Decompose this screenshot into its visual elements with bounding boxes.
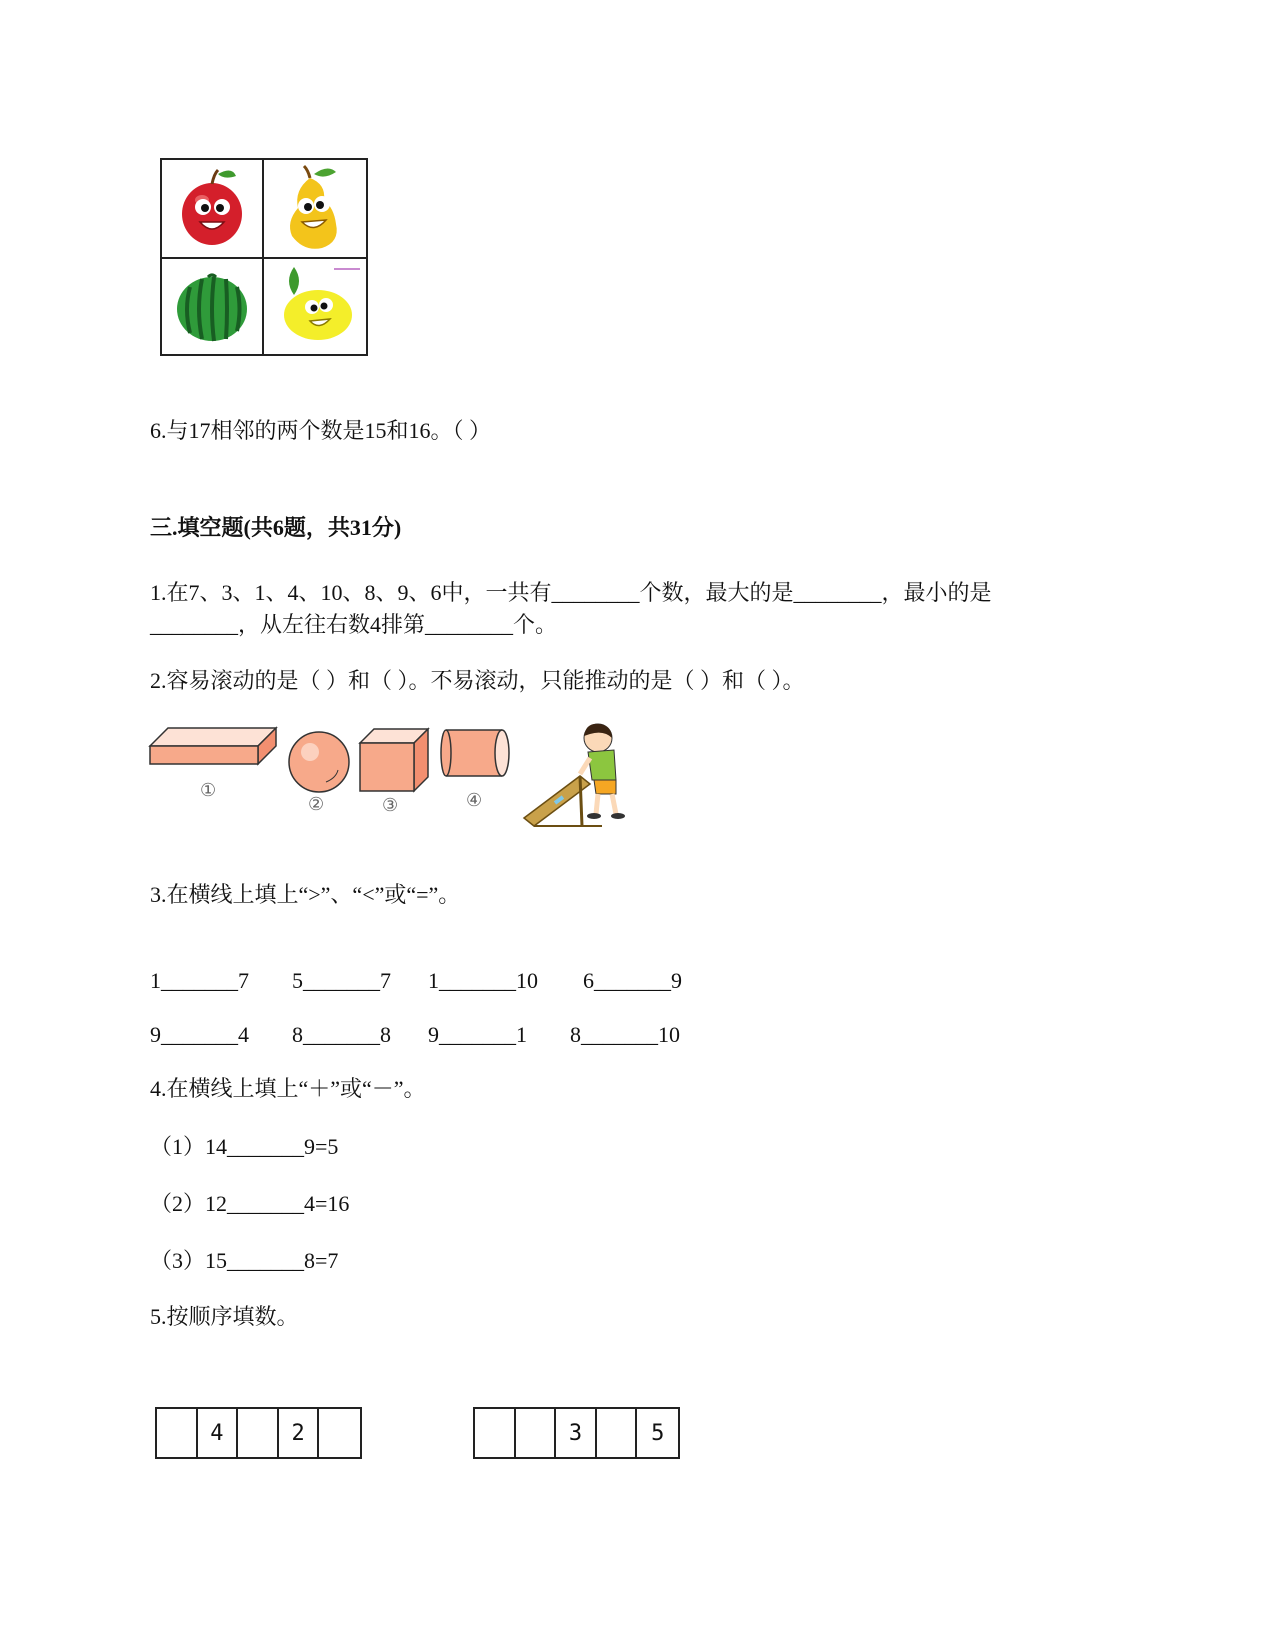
number-cell[interactable] xyxy=(238,1409,279,1457)
number-cell[interactable] xyxy=(157,1409,198,1457)
cube-shape xyxy=(358,727,430,819)
compare-item: 9_______4 xyxy=(150,1022,249,1047)
compare-item: 1_______7 xyxy=(150,968,249,993)
question-5-text: 5.按顺序填数。 xyxy=(150,1304,299,1329)
compare-item: 6_______9 xyxy=(583,968,682,993)
question-6-text: 6.与17相邻的两个数是15和16。（ ） xyxy=(150,418,492,443)
number-cell[interactable]: 4 xyxy=(198,1409,239,1457)
compare-item: 8_______10 xyxy=(570,1022,680,1047)
cylinder-shape xyxy=(440,728,512,818)
boy-pushing-ramp-illustration xyxy=(520,718,630,828)
number-sequence-box-2 xyxy=(473,1407,680,1459)
question-2-text: 2.容易滚动的是（ ）和（ ）。不易滚动，只能推动的是（ ）和（ ）。 xyxy=(150,668,805,693)
compare-item: 5_______7 xyxy=(292,968,391,993)
section-title: 三.填空题(共6题，共31分) xyxy=(150,515,402,540)
sphere-shape xyxy=(286,730,352,820)
number-cell[interactable] xyxy=(516,1409,557,1457)
lemon-icon xyxy=(264,259,364,356)
question-1-line2: ________，从左往右数4排第________个。 xyxy=(150,612,558,637)
shape-label-4: ④ xyxy=(466,790,483,811)
compare-item: 8_______8 xyxy=(292,1022,391,1047)
question-4-text: 4.在横线上填上“＋”或“－”。 xyxy=(150,1076,426,1101)
apple-icon xyxy=(162,160,262,257)
watermelon-icon xyxy=(162,259,262,356)
number-cell[interactable] xyxy=(475,1409,516,1457)
question-1-line1: 1.在7、3、1、4、10、8、9、6中，一共有________个数，最大的是________，最小的是 xyxy=(150,580,992,605)
operator-item: （2）12_______4=16 xyxy=(150,1191,350,1216)
number-sequence-box-1 xyxy=(155,1407,362,1459)
operator-item: （1）14_______9=5 xyxy=(150,1134,339,1159)
shape-label-3: ③ xyxy=(382,795,399,816)
pear-icon xyxy=(264,160,364,257)
number-cell[interactable] xyxy=(319,1409,360,1457)
operator-item: （3）15_______8=7 xyxy=(150,1248,339,1273)
number-cell[interactable]: 5 xyxy=(651,1420,665,1446)
fruit-grid xyxy=(160,158,368,356)
compare-item: 1_______10 xyxy=(428,968,538,993)
number-cell[interactable]: 2 xyxy=(279,1409,320,1457)
number-cell[interactable]: 3 xyxy=(556,1409,597,1457)
shape-label-2: ② xyxy=(308,794,325,815)
cuboid-shape xyxy=(148,724,278,814)
question-3-text: 3.在横线上填上“>”、“<”或“=”。 xyxy=(150,882,461,907)
compare-item: 9_______1 xyxy=(428,1022,527,1047)
shape-label-1: ① xyxy=(200,780,217,801)
number-cell[interactable] xyxy=(597,1409,638,1457)
